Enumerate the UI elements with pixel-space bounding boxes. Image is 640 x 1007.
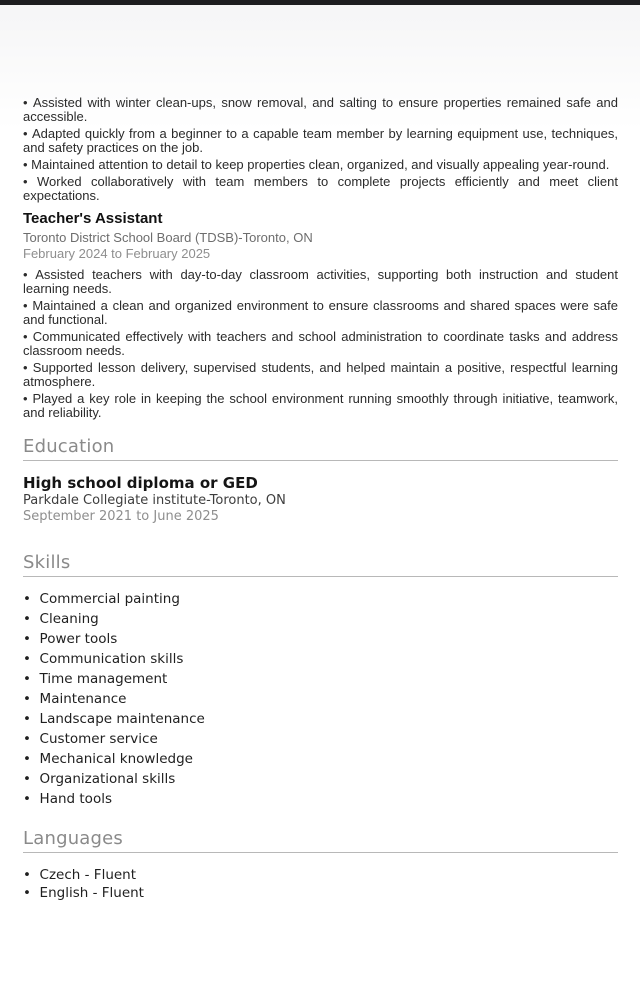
skills-list: [23, 589, 618, 809]
job-title: Teacher's Assistant: [23, 210, 163, 227]
skill-item: • Organizational skills: [23, 769, 618, 789]
section-divider: [23, 460, 618, 461]
education-heading: Education: [23, 436, 115, 457]
education-section: [23, 437, 618, 525]
experience-bullet: • Maintained attention to detail to keep properties clean, organized, and visually appealing year-round.: [23, 158, 618, 172]
skills-heading: Skills: [23, 552, 71, 573]
languages-list: [23, 866, 618, 902]
languages-section: [23, 829, 618, 902]
previous-role-bullet-list: [23, 96, 618, 203]
skill-item: • Customer service: [23, 729, 618, 749]
school-location: Parkdale Collegiate institute-Toronto, ON: [23, 493, 286, 508]
skill-item: • Commercial painting: [23, 589, 618, 609]
experience-bullet: • Worked collaboratively with team members to complete projects efficiently and meet client expectations.: [23, 175, 618, 203]
language-item: • Czech - Fluent: [23, 866, 618, 884]
skill-item: • Communication skills: [23, 649, 618, 669]
skill-item: • Maintenance: [23, 689, 618, 709]
section-divider: [23, 852, 618, 853]
experience-bullet: • Communicated effectively with teachers and school administration to coordinate tasks and address classroom needs.: [23, 330, 618, 358]
languages-heading: Languages: [23, 828, 124, 849]
experience-bullet: • Played a key role in keeping the school environment running smoothly through initiative, teamwork, and reliability.: [23, 392, 618, 420]
experience-bullet: • Adapted quickly from a beginner to a capable team member by learning equipment use, techniques, and safety practices on the job.: [23, 127, 618, 155]
job-company-location: Toronto District School Board (TDSB)-Toronto, ON: [23, 230, 313, 245]
section-divider: [23, 576, 618, 577]
experience-bullet: • Assisted teachers with day-to-day classroom activities, supporting both instruction and student learning needs.: [23, 268, 618, 296]
experience-bullet: • Assisted with winter clean-ups, snow removal, and salting to ensure properties remained safe and accessible.: [23, 96, 618, 124]
degree-title: High school diploma or GED: [23, 474, 258, 492]
experience-bullet: • Supported lesson delivery, supervised students, and helped maintain a positive, respectful learning atmosphere.: [23, 361, 618, 389]
language-item: • English - Fluent: [23, 884, 618, 902]
skill-item: • Landscape maintenance: [23, 709, 618, 729]
skill-item: • Cleaning: [23, 609, 618, 629]
job-bullet-list: [23, 268, 618, 420]
job-dates: February 2024 to February 2025: [23, 246, 211, 261]
education-dates: September 2021 to June 2025: [23, 509, 219, 524]
skill-item: • Hand tools: [23, 789, 618, 809]
skill-item: • Mechanical knowledge: [23, 749, 618, 769]
experience-bullet: • Maintained a clean and organized environment to ensure classrooms and shared spaces were safe and functional.: [23, 299, 618, 327]
experience-section: [23, 96, 618, 420]
skill-item: • Power tools: [23, 629, 618, 649]
resume-document: [0, 5, 640, 902]
skills-section: [23, 553, 618, 809]
skill-item: • Time management: [23, 669, 618, 689]
